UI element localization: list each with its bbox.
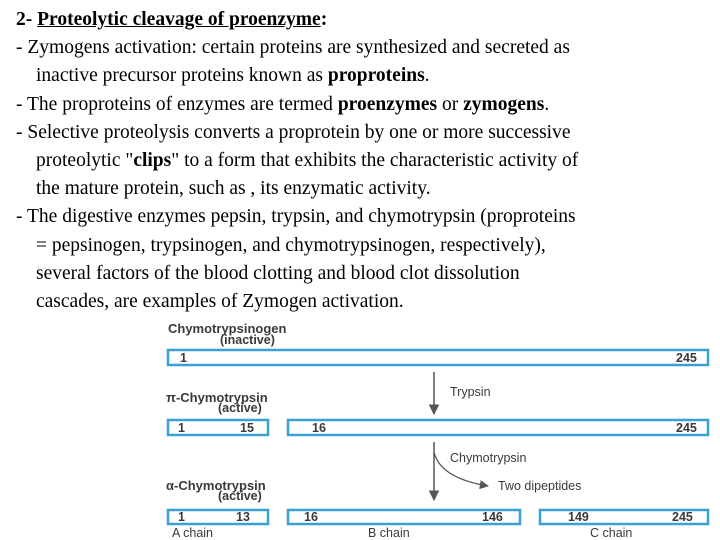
a-chain-label: A chain (172, 526, 214, 540)
c-chain-start: 149 (568, 510, 589, 524)
p2-post: . (544, 93, 550, 115)
term-zymogens: zymogens (463, 93, 545, 115)
pi-seg2-bar (288, 420, 708, 435)
term-clips: clips (133, 150, 172, 172)
term-proenzymes: proenzymes (337, 93, 438, 115)
term-proproteins: proproteins (327, 65, 425, 87)
b-chain-label: B chain (368, 526, 410, 540)
chymotrypsinogen-bar (168, 350, 708, 365)
p3-line2-pre: proteolytic " (36, 150, 134, 172)
chymotrypsinogen-state: (inactive) (220, 333, 275, 347)
p1-post: . (424, 65, 430, 87)
section-title: Proteolytic cleavage of proenzyme (37, 9, 321, 30)
a-chain-start: 1 (178, 510, 185, 524)
p3-line1: - Selective proteolysis converts a proprotein by one or more successive (16, 121, 571, 143)
c-chain-label: C chain (590, 526, 633, 540)
p2-pre: - The proproteins of enzymes are termed (16, 93, 338, 115)
b-chain-start: 16 (304, 510, 318, 524)
chymotrypsin-label: Chymotrypsin (450, 451, 527, 465)
p3-line2-post: " to a form that exhibits the characteristic activity of (171, 150, 579, 172)
p4-line2: = pepsinogen, trypsinogen, and chymotrypsinogen, respectively), (36, 234, 546, 256)
chymotrypsinogen-start: 1 (180, 351, 187, 365)
alpha-chymotrypsin-state: (active) (218, 489, 262, 503)
pi-seg1-end: 15 (240, 421, 254, 435)
chymotrypsinogen-end: 245 (676, 351, 697, 365)
dipeptides-label: Two dipeptides (498, 479, 582, 493)
paragraph-digestive: - The digestive enzymes pepsin, trypsin, and chymotrypsin (proproteins (16, 206, 576, 228)
pi-seg1-start: 1 (178, 421, 185, 435)
p1-line2: inactive precursor proteins known as (36, 65, 328, 87)
p2-mid: or (437, 93, 464, 115)
section-number: 2- (16, 9, 38, 30)
alpha-chymotrypsin-label: α-Chymotrypsin (166, 478, 266, 493)
p4-line4: cascades, are examples of Zymogen activation. (36, 291, 404, 313)
p4-line3: several factors of the blood clotting and blood clot dissolution (36, 262, 520, 284)
pi-seg2-end: 245 (676, 421, 697, 435)
section-colon: : (320, 9, 328, 30)
c-chain-end: 245 (672, 510, 693, 524)
b-chain-end: 146 (482, 510, 503, 524)
trypsin-label: Trypsin (450, 385, 491, 399)
pi-chymotrypsin-label: π-Chymotrypsin (166, 390, 268, 405)
pi-seg2-start: 16 (312, 421, 326, 435)
chymotrypsinogen-label: Chymotrypsinogen (168, 321, 287, 336)
a-chain-end: 13 (236, 510, 250, 524)
p3-line3: the mature protein, such as , its enzymatic activity. (36, 178, 431, 200)
p1-line1: - Zymogens activation: certain proteins are synthesized and secreted as (16, 37, 570, 59)
pi-chymotrypsin-state: (active) (218, 401, 262, 415)
